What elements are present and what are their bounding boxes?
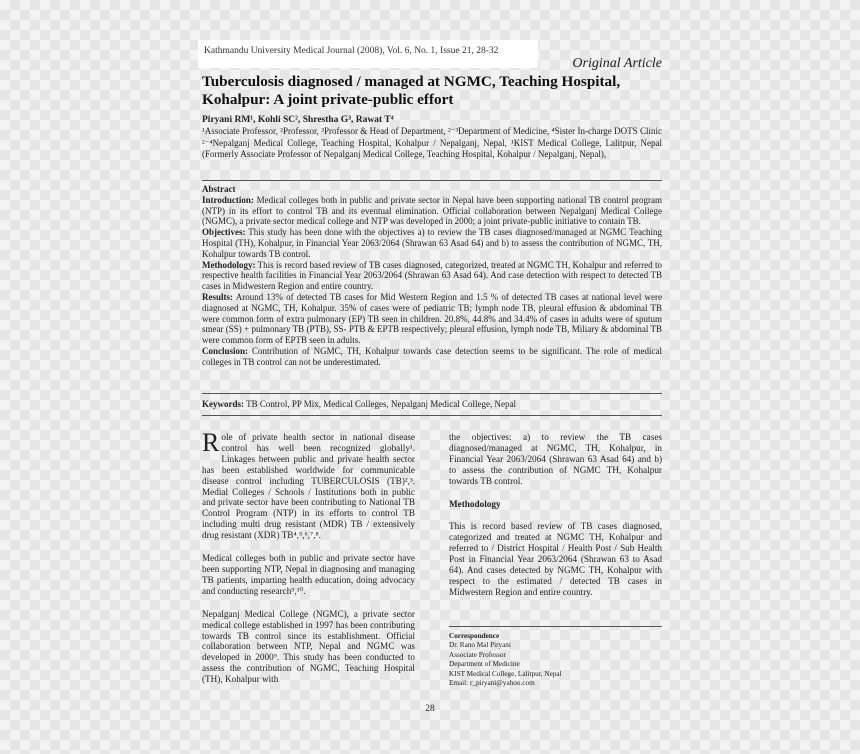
body-paragraph: Nepalganj Medical College (NGMC), a private sector medical college established in 1997 has been contributing towards TB control since its establishment. Official collaboration between NTP, Nepal and NGMC was developed in 2000⁹. This study has been conducted to assess the contribution of NGMC, Teaching Hospital (TH), Kohalpur with [202, 608, 415, 685]
divider-keywords-bottom [202, 415, 662, 416]
methodology-label: Methodology: [202, 259, 256, 270]
paper-title: Tuberculosis diagnosed / managed at NGMC, Teaching Hospital, Kohalpur: A joint private-public effort [202, 73, 621, 108]
author-list: Piryani RM¹, Kohli SC², Shrestha G³, Rawat T⁴ [202, 115, 394, 125]
body-paragraph: This is record based review of TB cases diagnosed, categorized and treated at NGMC TH, Kohalpur and referred to / District Hospital / Health Post / Sub Health Post in Financial Year 2063/2064 (Shrawan 63 to Asad 64). And cases detected by NGMC TH, Kohalpur with respect to the estimated / detected TB cases in Midwestern Region and entire country. [449, 521, 662, 597]
article-type: Original Article [572, 56, 662, 71]
correspondence-name: Dr. Rano Mal Piryani [449, 641, 511, 650]
methodology-text: This is record based review of TB cases diagnosed, categorized, treated at NGMC TH, Kohalpur and referred to respective health facilities in Financial Year 2063/2064 (Shrawan 63 Asad 64). And case detection with respect to detected TB cases in Midwestern Region and entire country. [202, 259, 662, 292]
abstract-results [202, 292, 662, 346]
abstract-methodology [202, 260, 662, 292]
conclusion-label: Conclusion: [202, 345, 249, 356]
correspondence-block [449, 626, 662, 688]
body-right-column [449, 432, 662, 610]
objectives-label: Objectives: [202, 227, 246, 238]
correspondence-heading: Correspondence [449, 632, 500, 640]
page-number: 28 [425, 704, 435, 714]
intro-label: Introduction: [202, 194, 254, 205]
correspondence-dept: Department of Medicine [449, 660, 520, 669]
section-heading-methodology: Methodology [449, 498, 501, 509]
results-text: Around 13% of detected TB cases for Mid Western Region and 1.5 % of detected TB cases at national level were diagnosed at NGMC, TH, Kohalpur. 35% of cases were of pediatric TB; lymph node TB, pleural effusion & abdominal TB were common form of extra pulmonary (EP) TB seen in children. 20.8%, 44.8% and 34.4% of cases in adults were of sputum smear (SS) + pulmonary TB (PTB), SS- PTB & EPTB respectively; pleural effusion, lymph node TB, Miliary & abdominal TB were common form of EPTB seen in adults. [202, 291, 662, 346]
conclusion-text: Contribution of NGMC, TH, Kohalpur towards case detection seems to be significant. The role of medical colleges in TB control can not be underestimated. [202, 345, 662, 367]
abstract-heading: Abstract [202, 184, 236, 194]
drop-cap: R [202, 428, 220, 457]
body-left-column [202, 428, 415, 697]
keywords [202, 399, 662, 409]
abstract-introduction [202, 195, 662, 227]
divider-keywords-top [202, 393, 662, 394]
keywords-label: Keywords: [202, 399, 244, 409]
abstract-conclusion [202, 346, 662, 368]
correspondence-institution: KIST Medical College, Lalitpur, Nepal [449, 669, 562, 678]
abstract-objectives [202, 227, 662, 259]
correspondence-title: Associate Professor [449, 650, 506, 659]
keywords-text: TB Control, PP Mix, Medical Colleges, Nepalganj Medical College, Nepal [244, 399, 516, 409]
abstract [202, 184, 662, 368]
body-paragraph: the objectives: a) to review the TB cases diagnosed/managed at NGMC, TH, Kohalpur, in Financial Year 2063/2064 (Shrawan 63 Asad 64) and b) to assess the contribution of NGMC TH, Kohalpur towards TB control. [449, 432, 662, 486]
correspondence-email: Email: r_piryani@yahoo.com [449, 679, 535, 688]
body-text: ole of private health sector in national disease control has well been recognized globally¹. Linkages between public and private health sector has been established worldwide for communicable disease control including TUBERCULOSIS (TB)²,³. Medial Colleges / Schools / Institutions both in public and private sector have been contributing to National TB Control Program (NTP) in its efforts to control TB including multi drug resistant (MDR) TB / extensively drug resistant (XDR) TB⁴,⁵,⁶,⁷,⁸. [202, 432, 415, 541]
body-paragraph [202, 428, 415, 541]
intro-text: Medical colleges both in public and private sector in Nepal have been supporting national TB control program (NTP) in its effort to control TB and its eventual elimination. Official collaboration between Nepalganj Medical College (NGMC), a private sector medical college and NTP was developed in 2000; a joint private-public initiative to contain TB. [202, 194, 662, 227]
affiliations: ¹Associate Professor, ²Professor, ³Professor & Head of Department, ²⁻³Department of Medicine, ⁴Sister In-charge DOTS Clinic ²⁻⁴Nepalganj Medical College, Teaching Hospital, Kohalpur / Nepalganj, Nepal, ¹KIST Medical College, Lalitpur, Nepal (Formerly Associate Professor of Nepalganj Medical College, Teaching Hospital, Kohalpur / Nepalganj, Nepal), [202, 126, 662, 159]
body-paragraph: Medical colleges both in public and private sector have been supporting NTP, Nepal in diagnosing and managing TB patients, imparting health education, doing advocacy and conducting research⁹,¹⁰. [202, 553, 415, 596]
divider-top [202, 180, 662, 181]
objectives-text: This study has been done with the objectives a) to review the TB cases diagnosed/managed at NGMC Teaching Hospital (TH), Kohalpur, in Financial Year 2063/2064 (Shrawan 63 Asad 64) and b) to assess the contribution of NGMC, TH, Kohalpur towards TB control. [202, 227, 662, 259]
results-label: Results: [202, 291, 233, 302]
journal-citation: Kathmandu University Medical Journal (2008), Vol. 6, No. 1, Issue 21, 28-32 [198, 40, 538, 68]
